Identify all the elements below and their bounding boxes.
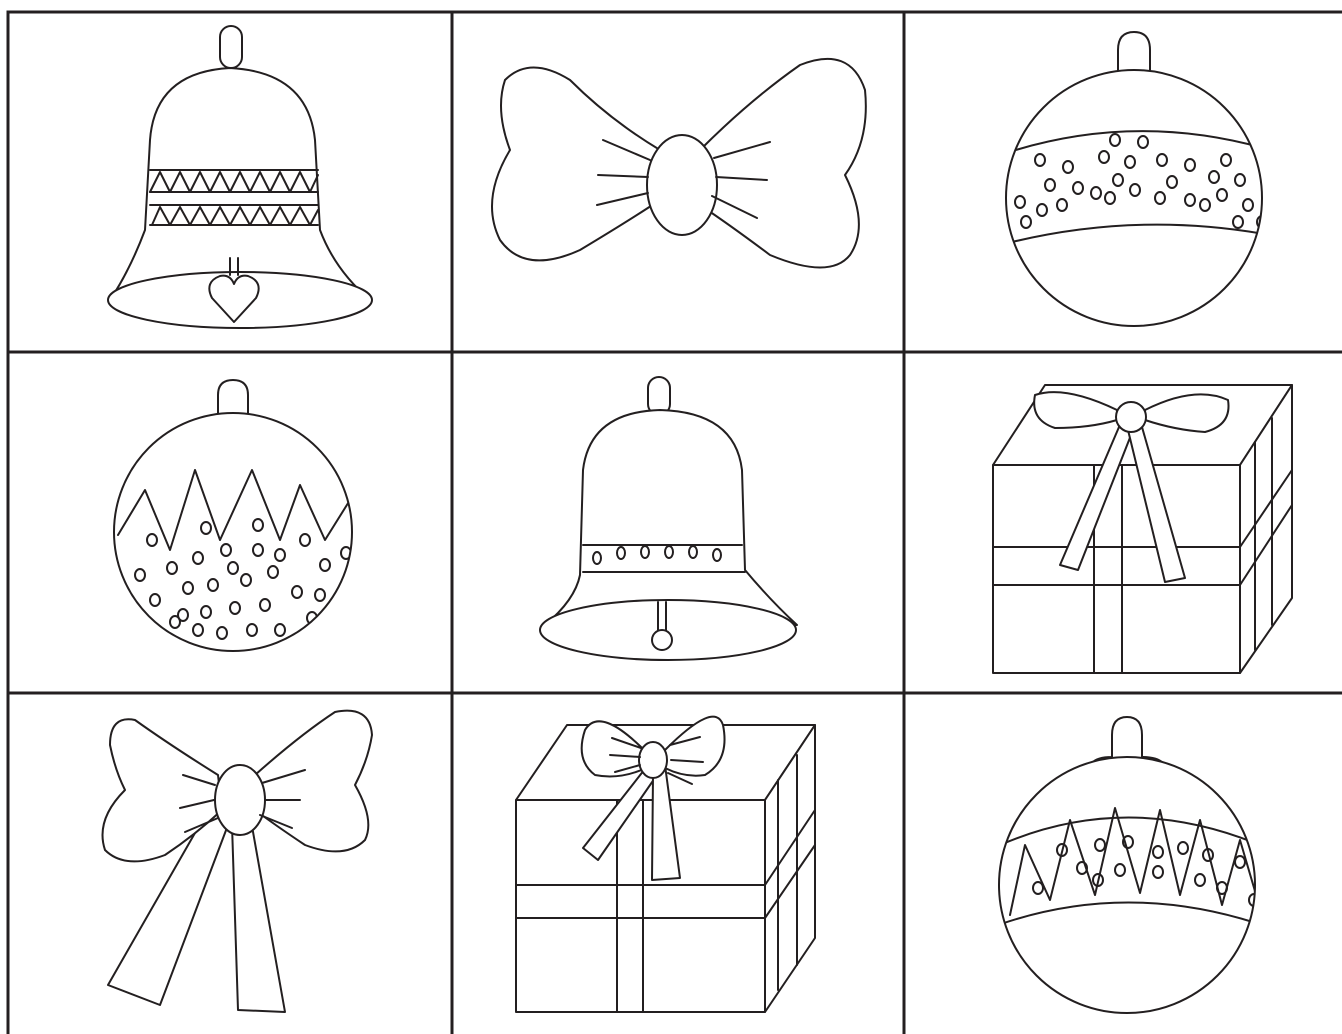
bow-icon xyxy=(492,59,866,268)
ornament-icon xyxy=(114,380,352,651)
bell-icon xyxy=(108,26,372,328)
bow-icon xyxy=(103,711,373,1012)
bell-icon xyxy=(540,377,797,660)
ornament-icon xyxy=(998,717,1262,1013)
gift-box-icon xyxy=(516,717,815,1012)
ornament-icon xyxy=(1000,32,1270,326)
gift-box-icon xyxy=(993,385,1292,673)
